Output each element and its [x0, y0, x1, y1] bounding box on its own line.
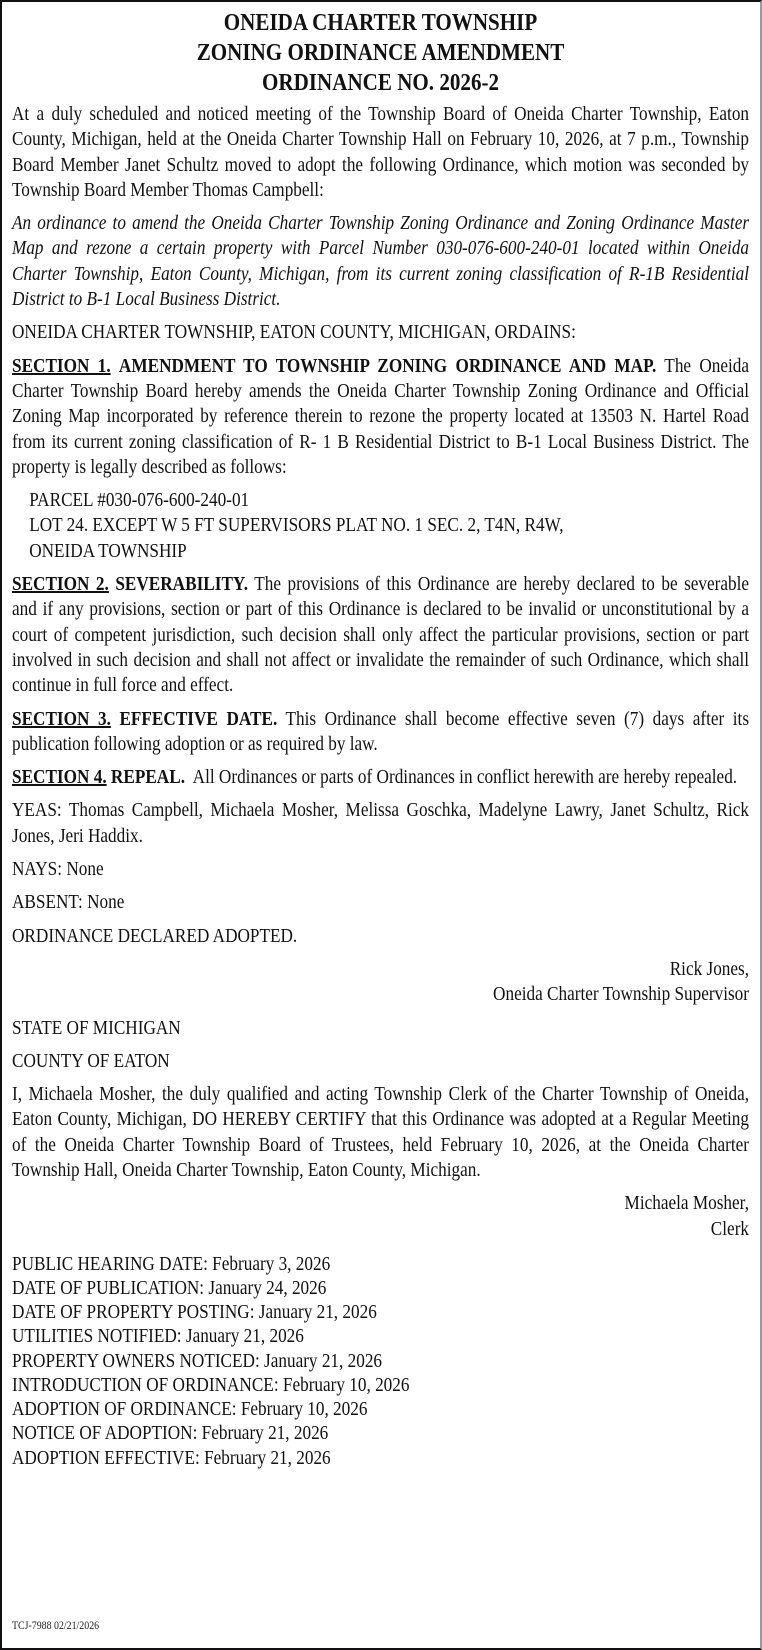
date-publication: DATE OF PUBLICATION: January 24, 2026	[12, 1277, 327, 1300]
section-2-number: SECTION 2.	[12, 573, 109, 596]
date-owners-noticed: PROPERTY OWNERS NOTICED: January 21, 2026	[12, 1349, 383, 1372]
section-2-body: The provisions of this Ordinance are hereby declared to be severable and if any provisions, section or part of this Ordinance is declared to be invalid or unconstitutional by a court of competent jurisdiction, such decision shall only affect the particular provisions, section or part involved in such decision and shall not affect or invalidate the remainder of such Ordinance, which shall continue in full force and effect.	[12, 573, 750, 697]
section-4-number: SECTION 4.	[12, 766, 107, 789]
clerk-name: Michaela Mosher,	[624, 1192, 750, 1215]
ordains-line: ONEIDA CHARTER TOWNSHIP, EATON COUNTY, MICHIGAN, ORDAINS:	[12, 321, 576, 344]
section-4	[12, 765, 749, 790]
date-notice-of-adoption: NOTICE OF ADOPTION: February 21, 2026	[12, 1422, 329, 1445]
vote-absent: ABSENT: None	[12, 891, 125, 914]
certification-text: I, Michaela Mosher, the duly qualified and acting Township Clerk of the Charter Township of Oneida, Eaton County, Michigan, DO HEREBY CERTIFY that this Ordinance was adopted at a Regular Meeting of the Oneida Charter Township Board of Trustees, held February 10, 2026, at the Oneida Charter Township Hall, Oneida Charter Township, Eaton County, Michigan.	[12, 1083, 750, 1181]
supervisor-title: Oneida Charter Township Supervisor	[493, 983, 750, 1006]
intro-paragraph: At a duly scheduled and noticed meeting of the Township Board of Oneida Charter Township, Eaton County, Michigan, held at the Oneida Charter Township Hall on February 10, 2026, at 7 p.m., Township Board Member Janet Schultz moved to adopt the following Ordinance, which motion was seconded by Township Board Member Thomas Campbell:	[12, 103, 750, 201]
section-2	[12, 572, 749, 698]
date-public-hearing: PUBLIC HEARING DATE: February 3, 2026	[12, 1252, 331, 1275]
publication-code: TCJ-7988 02/21/2026	[12, 1620, 100, 1632]
section-3-heading: EFFECTIVE DATE.	[119, 707, 278, 730]
purpose-paragraph: An ordinance to amend the Oneida Charter Township Zoning Ordinance and Zoning Ordinance Master Map and rezone a certain property with Parcel Number 030-076-600-240-01 located within Oneida Charter Township, Eaton County, Michigan, from its current zoning classification of R-1B Residential District to B-1 Local Business District.	[12, 212, 750, 311]
date-utilities-notified: UTILITIES NOTIFIED: January 21, 2026	[12, 1325, 304, 1348]
adoption-declaration: ORDINANCE DECLARED ADOPTED.	[12, 924, 298, 947]
title-township: ONEIDA CHARTER TOWNSHIP	[223, 9, 538, 36]
parcel-number: PARCEL #030-076-600-240-01	[29, 489, 250, 512]
certification-state: STATE OF MICHIGAN	[12, 1016, 181, 1039]
clerk-title: Clerk	[710, 1217, 750, 1240]
supervisor-signature	[12, 957, 749, 1008]
lot-description: LOT 24. EXCEPT W 5 FT SUPERVISORS PLAT NO. 1 SEC. 2, T4N, R4W,	[29, 514, 564, 537]
date-adoption: ADOPTION OF ORDINANCE: February 10, 2026	[12, 1398, 368, 1421]
section-3-number: SECTION 3.	[12, 707, 111, 730]
date-adoption-effective: ADOPTION EFFECTIVE: February 21, 2026	[12, 1446, 331, 1469]
certification-county: COUNTY OF EATON	[12, 1049, 170, 1072]
title-ordinance-number: ORDINANCE NO. 2026-2	[261, 69, 500, 96]
section-2-heading: SEVERABILITY.	[115, 573, 249, 596]
clerk-signature	[12, 1191, 749, 1242]
key-dates-list	[12, 1252, 749, 1470]
section-1-body: The Oneida Charter Township Board hereby amends the Oneida Charter Township Zoning Ordinance and Official Zoning Map incorporated by reference therein to rezone the property located at 13503 N. Hartel Road from its current zoning classification of R- 1 B Residential District to B-1 Local Business District. The property is legally described as follows:	[12, 354, 750, 478]
notice-body	[12, 8, 749, 1470]
section-4-heading: REPEAL.	[110, 766, 185, 789]
section-1-number: SECTION 1.	[12, 354, 111, 377]
vote-nays: NAYS: None	[12, 858, 104, 881]
supervisor-name: Rick Jones,	[669, 957, 750, 980]
section-1	[12, 354, 749, 480]
section-3	[12, 707, 749, 758]
date-property-posting: DATE OF PROPERTY POSTING: January 21, 2026	[12, 1301, 377, 1324]
date-introduction: INTRODUCTION OF ORDINANCE: February 10, 2026	[12, 1373, 410, 1396]
section-1-heading: AMENDMENT TO TOWNSHIP ZONING ORDINANCE AND MAP.	[118, 354, 657, 377]
vote-yeas: YEAS: Thomas Campbell, Michaela Mosher, Melissa Goschka, Madelyne Lawry, Janet Schultz, Rick Jones, Jeri Haddix.	[12, 799, 750, 847]
township-name: ONEIDA TOWNSHIP	[29, 539, 187, 562]
section-4-body: All Ordinances or parts of Ordinances in conflict herewith are hereby repealed.	[192, 766, 738, 789]
title-amendment: ZONING ORDINANCE AMENDMENT	[196, 39, 565, 66]
section-3-body: This Ordinance shall become effective seven (7) days after its publication following adoption or as required by law.	[12, 707, 750, 755]
legal-description	[29, 488, 749, 564]
